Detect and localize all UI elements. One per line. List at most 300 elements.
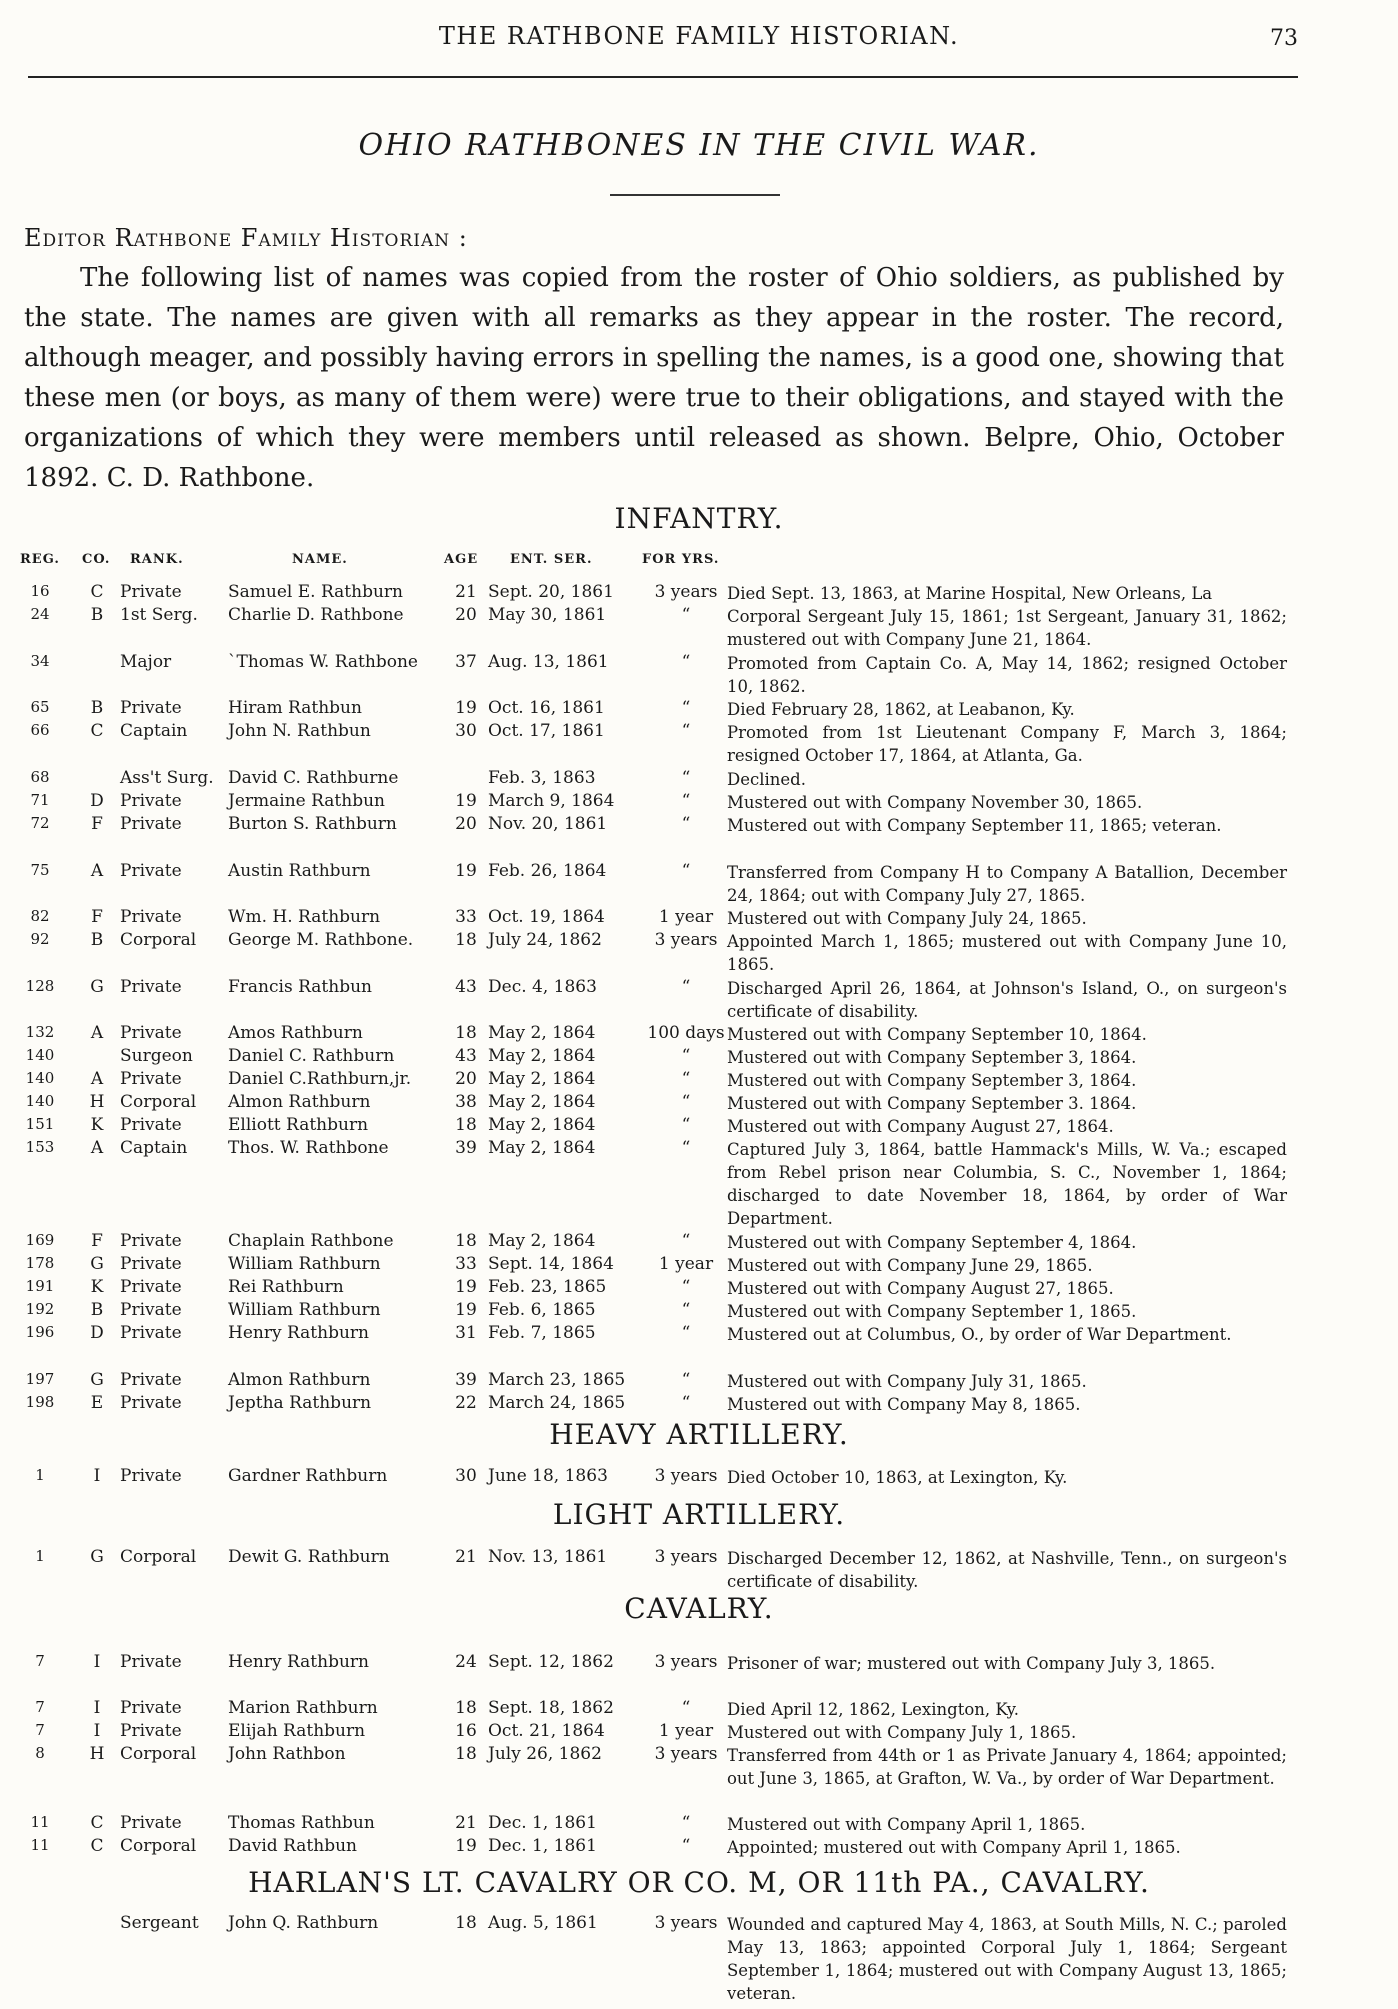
cell-name: Jermaine Rathbun bbox=[228, 791, 385, 811]
cell-name: Charlie D. Rathbone bbox=[228, 605, 404, 625]
cell-rank: Captain bbox=[120, 1138, 188, 1158]
cell-remarks: Mustered out with Company September 11, 1865; veteran. bbox=[727, 816, 1222, 835]
cell-rank: Private bbox=[120, 791, 182, 811]
cell-age: 18 bbox=[455, 1744, 477, 1764]
table-row bbox=[0, 721, 1398, 765]
cell-ent: May 2, 1864 bbox=[488, 1069, 596, 1089]
cell-ent: Aug. 13, 1861 bbox=[488, 652, 609, 672]
cell-remarks: Mustered out with Company September 3. 1864. bbox=[727, 1094, 1137, 1113]
cell-reg: 197 bbox=[25, 1370, 55, 1388]
cell-rank: Private bbox=[120, 1721, 182, 1741]
cell-name: Marion Rathburn bbox=[228, 1698, 378, 1718]
table-row bbox=[0, 1721, 1398, 1744]
cell-age: 21 bbox=[455, 1547, 477, 1567]
cell-ent: May 2, 1864 bbox=[488, 1023, 596, 1043]
cell-rank: Private bbox=[120, 582, 182, 602]
title-rule bbox=[610, 194, 780, 196]
cell-name: Thos. W. Rathbone bbox=[228, 1138, 389, 1158]
cell-age: 19 bbox=[455, 1300, 477, 1320]
cell-yrs: “ bbox=[681, 1323, 691, 1343]
cell-ent: Sept. 20, 1861 bbox=[488, 582, 614, 602]
cell-ent: Aug. 5, 1861 bbox=[488, 1913, 598, 1933]
cell-ent: Oct. 21, 1864 bbox=[488, 1721, 605, 1741]
cell-yrs: 1 year bbox=[658, 907, 714, 927]
cell-age: 30 bbox=[455, 1466, 477, 1486]
cell-co: I bbox=[93, 1466, 101, 1486]
cell-reg: 198 bbox=[25, 1393, 55, 1411]
cell-remarks: Captured July 3, 1864, battle Hammack's Mills, W. Va.; escaped from Rebel prison near Columbia, S. C., November 1, 1864; discharged to date November 18, 1864, by order of War Department. bbox=[727, 1140, 1287, 1228]
section-heading: CAVALRY. bbox=[624, 1592, 774, 1625]
cell-remarks: Died Sept. 13, 1863, at Marine Hospital, New Orleans, La bbox=[727, 584, 1213, 603]
cell-ent: May 2, 1864 bbox=[488, 1092, 596, 1112]
cell-rank: Corporal bbox=[120, 1547, 197, 1567]
cell-reg: 8 bbox=[35, 1744, 45, 1762]
intro-paragraph: The following list of names was copied from the roster of Ohio soldiers, as published by the state. The names are given with all remarks as they appear in the roster. The record, although meager, and possibly having errors in spelling the names, is a good one, showing that these men (or boys, as many of them were) were true to their obligations, and stayed with the organizations of which they were members until released as shown. Belpre, Ohio, October 1892. C. D. Rathbone. bbox=[24, 263, 1284, 493]
column-header-age: AGE bbox=[444, 552, 479, 567]
cell-rank: Private bbox=[120, 1277, 182, 1297]
cell-remarks: Mustered out with Company August 27, 1864. bbox=[727, 1117, 1114, 1136]
column-header-rank: RANK. bbox=[130, 552, 184, 567]
cell-co: D bbox=[90, 791, 104, 811]
cell-ent: Feb. 6, 1865 bbox=[488, 1300, 596, 1320]
cell-yrs: 3 years bbox=[654, 1547, 718, 1567]
cell-co: K bbox=[90, 1277, 104, 1297]
cell-age: 19 bbox=[455, 861, 477, 881]
table-row bbox=[0, 907, 1398, 930]
cell-ent: Oct. 16, 1861 bbox=[488, 698, 605, 718]
cell-rank: Private bbox=[120, 1300, 182, 1320]
cell-rank: Private bbox=[120, 1370, 182, 1390]
cell-ent: Dec. 1, 1861 bbox=[488, 1836, 597, 1856]
section-heading: INFANTRY. bbox=[614, 502, 784, 535]
cell-rank: Private bbox=[120, 1231, 182, 1251]
cell-remarks: Prisoner of war; mustered out with Company July 3, 1865. bbox=[727, 1654, 1216, 1673]
cell-age: 21 bbox=[455, 1813, 477, 1833]
cell-co: I bbox=[93, 1721, 101, 1741]
cell-co: E bbox=[90, 1393, 104, 1413]
cell-name: Hiram Rathbun bbox=[228, 698, 362, 718]
cell-ent: June 18, 1863 bbox=[488, 1466, 608, 1486]
cell-remarks: Mustered out with Company July 24, 1865. bbox=[727, 909, 1087, 928]
table-row bbox=[0, 1466, 1398, 1489]
cell-ent: May 2, 1864 bbox=[488, 1231, 596, 1251]
cell-remarks: Mustered out with Company September 3, 1864. bbox=[727, 1048, 1137, 1067]
cell-reg: 140 bbox=[25, 1092, 55, 1110]
cell-age: 22 bbox=[455, 1393, 477, 1413]
cell-ent: Feb. 23, 1865 bbox=[488, 1277, 607, 1297]
cell-yrs: 3 years bbox=[654, 582, 718, 602]
cell-reg: 7 bbox=[35, 1652, 45, 1670]
cell-rank: Ass't Surg. bbox=[120, 768, 214, 788]
cell-co: G bbox=[90, 977, 104, 997]
cell-rank: Private bbox=[120, 1115, 182, 1135]
cell-reg: 192 bbox=[25, 1300, 55, 1318]
table-row bbox=[0, 1023, 1398, 1046]
column-header-co: CO. bbox=[82, 552, 111, 567]
cell-name: Wm. H. Rathburn bbox=[228, 907, 381, 927]
table-row bbox=[0, 1046, 1398, 1069]
cell-ent: May 2, 1864 bbox=[488, 1138, 596, 1158]
cell-ent: Sept. 14, 1864 bbox=[488, 1254, 614, 1274]
cell-remarks: Mustered out with Company July 1, 1865. bbox=[727, 1723, 1077, 1742]
cell-rank: Private bbox=[120, 1466, 182, 1486]
cell-remarks: Died April 12, 1862, Lexington, Ky. bbox=[727, 1700, 1020, 1719]
cell-remarks: Declined. bbox=[727, 770, 806, 789]
cell-remarks: Mustered out with Company September 3, 1864. bbox=[727, 1071, 1137, 1090]
table-row bbox=[0, 814, 1398, 837]
cell-ent: March 9, 1864 bbox=[488, 791, 615, 811]
cell-ent: Oct. 17, 1861 bbox=[488, 721, 605, 741]
cell-age: 18 bbox=[455, 1913, 477, 1933]
cell-reg: 11 bbox=[30, 1813, 50, 1831]
table-row bbox=[0, 1698, 1398, 1721]
cell-yrs: 1 year bbox=[658, 1721, 714, 1741]
cell-rank: Corporal bbox=[120, 1092, 197, 1112]
cell-age: 24 bbox=[455, 1652, 477, 1672]
cell-reg: 34 bbox=[30, 652, 50, 670]
cell-name: Henry Rathburn bbox=[228, 1652, 369, 1672]
cell-rank: Captain bbox=[120, 721, 188, 741]
cell-rank: Private bbox=[120, 907, 182, 927]
cell-remarks: Died February 28, 1862, at Leabanon, Ky. bbox=[727, 700, 1075, 719]
table-row bbox=[0, 1138, 1398, 1228]
cell-name: William Rathburn bbox=[228, 1254, 381, 1274]
cell-rank: Corporal bbox=[120, 1836, 197, 1856]
cell-co: K bbox=[90, 1115, 104, 1135]
table-row bbox=[0, 1744, 1398, 1788]
cell-age: 31 bbox=[455, 1323, 477, 1343]
cell-co: G bbox=[90, 1370, 104, 1390]
cell-name: Daniel C.Rathburn,jr. bbox=[228, 1069, 412, 1089]
table-row bbox=[0, 1277, 1398, 1300]
table-row bbox=[0, 1323, 1398, 1346]
cell-co: F bbox=[91, 907, 103, 927]
cell-yrs: 100 days bbox=[647, 1023, 725, 1043]
cell-co: F bbox=[91, 1231, 103, 1251]
cell-co: B bbox=[90, 698, 104, 718]
cell-name: Elijah Rathburn bbox=[228, 1721, 366, 1741]
cell-reg: 128 bbox=[25, 977, 55, 995]
cell-ent: March 23, 1865 bbox=[488, 1370, 626, 1390]
cell-name: Chaplain Rathbone bbox=[228, 1231, 394, 1251]
cell-age: 30 bbox=[455, 721, 477, 741]
table-row bbox=[0, 977, 1398, 1021]
table-row bbox=[0, 791, 1398, 814]
cell-ent: Dec. 1, 1861 bbox=[488, 1813, 597, 1833]
table-row bbox=[0, 1370, 1398, 1393]
salutation: Editor Rathbone Family Historian : bbox=[24, 224, 468, 252]
cell-yrs: “ bbox=[681, 1092, 691, 1112]
cell-co: B bbox=[90, 930, 104, 950]
cell-reg: 24 bbox=[30, 605, 50, 623]
cell-reg: 11 bbox=[30, 1836, 50, 1854]
cell-yrs: 3 years bbox=[654, 1913, 718, 1933]
cell-reg: 132 bbox=[25, 1023, 55, 1041]
cell-co: A bbox=[90, 861, 104, 881]
cell-yrs: “ bbox=[681, 1231, 691, 1251]
cell-rank: Private bbox=[120, 1698, 182, 1718]
cell-age: 33 bbox=[455, 907, 477, 927]
header-rule bbox=[28, 76, 1298, 78]
cell-reg: 178 bbox=[25, 1254, 55, 1272]
cell-remarks: Mustered out at Columbus, O., by order of War Department. bbox=[727, 1325, 1232, 1344]
table-row bbox=[0, 768, 1398, 791]
cell-name: Jeptha Rathburn bbox=[228, 1393, 372, 1413]
cell-age: 18 bbox=[455, 1115, 477, 1135]
cell-remarks: Mustered out with Company September 10, 1864. bbox=[727, 1025, 1147, 1044]
cell-ent: May 30, 1861 bbox=[488, 605, 607, 625]
cell-yrs: “ bbox=[681, 1300, 691, 1320]
table-row bbox=[0, 1393, 1398, 1416]
cell-co: C bbox=[90, 1813, 104, 1833]
cell-rank: 1st Serg. bbox=[120, 605, 198, 625]
table-row bbox=[0, 582, 1398, 605]
cell-name: Gardner Rathburn bbox=[228, 1466, 388, 1486]
table-row bbox=[0, 1547, 1398, 1591]
column-header-ent: ENT. SER. bbox=[510, 552, 593, 567]
cell-rank: Corporal bbox=[120, 930, 197, 950]
cell-co: A bbox=[90, 1069, 104, 1089]
table-row bbox=[0, 698, 1398, 721]
table-row bbox=[0, 1813, 1398, 1836]
cell-name: John N. Rathbun bbox=[228, 721, 371, 741]
cell-rank: Private bbox=[120, 1652, 182, 1672]
table-row bbox=[0, 1231, 1398, 1254]
cell-name: John Q. Rathburn bbox=[228, 1913, 379, 1933]
cell-yrs: 3 years bbox=[654, 1652, 718, 1672]
cell-age: 20 bbox=[455, 1069, 477, 1089]
cell-name: Daniel C. Rathburn bbox=[228, 1046, 395, 1066]
page-number: 73 bbox=[1270, 26, 1298, 51]
cell-reg: 75 bbox=[30, 861, 50, 879]
cell-remarks: Transferred from 44th or 1 as Private January 4, 1864; appointed; out June 3, 1865, at Grafton, W. Va., by order of War Department. bbox=[727, 1746, 1287, 1788]
table-row bbox=[0, 1913, 1398, 2003]
cell-reg: 140 bbox=[25, 1046, 55, 1064]
cell-reg: 151 bbox=[25, 1115, 55, 1133]
cell-reg: 16 bbox=[30, 582, 50, 600]
cell-remarks: Died October 10, 1863, at Lexington, Ky. bbox=[727, 1468, 1068, 1487]
section-heading: HARLAN'S LT. CAVALRY OR CO. M, OR 11th PA., CAVALRY. bbox=[248, 1866, 1150, 1899]
cell-remarks: Corporal Sergeant July 15, 1861; 1st Sergeant, January 31, 1862; mustered out with Company June 21, 1864. bbox=[727, 607, 1287, 649]
cell-age: 19 bbox=[455, 1836, 477, 1856]
cell-yrs: 3 years bbox=[654, 1744, 718, 1764]
cell-rank: Private bbox=[120, 814, 182, 834]
cell-reg: 153 bbox=[25, 1138, 55, 1156]
cell-yrs: “ bbox=[681, 1115, 691, 1135]
cell-rank: Corporal bbox=[120, 1744, 197, 1764]
cell-co: I bbox=[93, 1652, 101, 1672]
cell-rank: Private bbox=[120, 1323, 182, 1343]
cell-ent: Feb. 7, 1865 bbox=[488, 1323, 596, 1343]
cell-remarks: Promoted from Captain Co. A, May 14, 1862; resigned October 10, 1862. bbox=[727, 654, 1287, 696]
cell-ent: Nov. 20, 1861 bbox=[488, 814, 608, 834]
cell-rank: Private bbox=[120, 698, 182, 718]
cell-rank: Private bbox=[120, 1813, 182, 1833]
cell-remarks: Wounded and captured May 4, 1863, at South Mills, N. C.; paroled May 13, 1863; appointed Corporal July 1, 1864; Sergeant September 1, 1864; mustered out with Company August 13, 1865; veteran. bbox=[727, 1915, 1287, 2003]
cell-name: William Rathburn bbox=[228, 1300, 381, 1320]
cell-reg: 68 bbox=[30, 768, 50, 786]
cell-ent: Nov. 13, 1861 bbox=[488, 1547, 608, 1567]
cell-remarks: Discharged April 26, 1864, at Johnson's Island, O., on surgeon's certificate of disability. bbox=[727, 979, 1287, 1021]
cell-reg: 82 bbox=[30, 907, 50, 925]
cell-name: George M. Rathbone. bbox=[228, 930, 414, 950]
cell-age: 39 bbox=[455, 1138, 477, 1158]
cell-name: Austin Rathburn bbox=[228, 861, 371, 881]
table-row bbox=[0, 1652, 1398, 1675]
cell-reg: 1 bbox=[35, 1547, 45, 1565]
cell-reg: 71 bbox=[30, 791, 50, 809]
table-row bbox=[0, 1069, 1398, 1092]
cell-ent: July 26, 1862 bbox=[488, 1744, 602, 1764]
cell-co: B bbox=[90, 1300, 104, 1320]
cell-co: C bbox=[90, 582, 104, 602]
cell-name: Rei Rathburn bbox=[228, 1277, 344, 1297]
cell-name: Amos Rathburn bbox=[228, 1023, 363, 1043]
cell-reg: 191 bbox=[25, 1277, 55, 1295]
cell-yrs: “ bbox=[681, 1046, 691, 1066]
cell-rank: Private bbox=[120, 1254, 182, 1274]
table-row bbox=[0, 861, 1398, 905]
cell-reg: 1 bbox=[35, 1466, 45, 1484]
column-header-reg: REG. bbox=[20, 552, 60, 567]
cell-co: G bbox=[90, 1547, 104, 1567]
cell-yrs: “ bbox=[681, 791, 691, 811]
cell-remarks: Mustered out with Company September 4, 1864. bbox=[727, 1233, 1137, 1252]
cell-rank: Private bbox=[120, 1023, 182, 1043]
table-row bbox=[0, 1115, 1398, 1138]
cell-rank: Private bbox=[120, 1069, 182, 1089]
cell-ent: Feb. 26, 1864 bbox=[488, 861, 607, 881]
cell-remarks: Mustered out with Company April 1, 1865. bbox=[727, 1815, 1086, 1834]
cell-ent: May 2, 1864 bbox=[488, 1115, 596, 1135]
cell-age: 20 bbox=[455, 814, 477, 834]
cell-co: B bbox=[90, 605, 104, 625]
cell-remarks: Mustered out with Company May 8, 1865. bbox=[727, 1395, 1081, 1414]
cell-name: Francis Rathbun bbox=[228, 977, 372, 997]
cell-co: I bbox=[93, 1698, 101, 1718]
cell-yrs: 3 years bbox=[654, 1466, 718, 1486]
cell-remarks: Mustered out with Company July 31, 1865. bbox=[727, 1372, 1087, 1391]
cell-yrs: “ bbox=[681, 698, 691, 718]
cell-yrs: “ bbox=[681, 1393, 691, 1413]
cell-co: H bbox=[89, 1744, 105, 1764]
cell-co: D bbox=[90, 1323, 104, 1343]
cell-name: Almon Rathburn bbox=[228, 1370, 371, 1390]
cell-rank: Surgeon bbox=[120, 1046, 193, 1066]
cell-yrs: “ bbox=[681, 768, 691, 788]
column-header-name: NAME. bbox=[292, 552, 348, 567]
cell-remarks: Mustered out with Company June 29, 1865. bbox=[727, 1256, 1093, 1275]
cell-yrs: “ bbox=[681, 1836, 691, 1856]
cell-co: C bbox=[90, 1836, 104, 1856]
section-heading: LIGHT ARTILLERY. bbox=[552, 1498, 846, 1531]
cell-yrs: “ bbox=[681, 652, 691, 672]
cell-co: C bbox=[90, 721, 104, 741]
cell-rank: Private bbox=[120, 1393, 182, 1413]
cell-yrs: “ bbox=[681, 861, 691, 881]
cell-yrs: “ bbox=[681, 1277, 691, 1297]
cell-rank: Private bbox=[120, 977, 182, 997]
article-title: OHIO RATHBONES IN THE CIVIL WAR. bbox=[358, 128, 1040, 163]
cell-co: G bbox=[90, 1254, 104, 1274]
cell-age: 16 bbox=[455, 1721, 477, 1741]
cell-name: Thomas Rathbun bbox=[228, 1813, 375, 1833]
cell-reg: 72 bbox=[30, 814, 50, 832]
cell-reg: 140 bbox=[25, 1069, 55, 1087]
cell-name: Almon Rathburn bbox=[228, 1092, 371, 1112]
table-row bbox=[0, 1300, 1398, 1323]
cell-age: 19 bbox=[455, 1277, 477, 1297]
cell-name: David C. Rathburne bbox=[228, 768, 399, 788]
cell-age: 33 bbox=[455, 1254, 477, 1274]
cell-ent: May 2, 1864 bbox=[488, 1046, 596, 1066]
cell-name: `Thomas W. Rathbone bbox=[228, 652, 418, 672]
cell-name: Elliott Rathburn bbox=[228, 1115, 369, 1135]
section-heading: HEAVY ARTILLERY. bbox=[549, 1418, 849, 1451]
cell-name: Samuel E. Rathburn bbox=[228, 582, 403, 602]
cell-yrs: “ bbox=[681, 1370, 691, 1390]
cell-co: H bbox=[89, 1092, 105, 1112]
cell-age: 19 bbox=[455, 791, 477, 811]
cell-ent: July 24, 1862 bbox=[488, 930, 602, 950]
cell-yrs: “ bbox=[681, 1138, 691, 1158]
cell-remarks: Appointed; mustered out with Company April 1, 1865. bbox=[727, 1838, 1181, 1857]
cell-co: A bbox=[90, 1023, 104, 1043]
cell-rank: Sergeant bbox=[120, 1913, 199, 1933]
cell-yrs: 3 years bbox=[654, 930, 718, 950]
cell-reg: 7 bbox=[35, 1721, 45, 1739]
cell-co: F bbox=[91, 814, 103, 834]
cell-rank: Private bbox=[120, 861, 182, 881]
cell-yrs: “ bbox=[681, 977, 691, 997]
cell-age: 19 bbox=[455, 698, 477, 718]
table-row bbox=[0, 930, 1398, 974]
cell-remarks: Mustered out with Company August 27, 1865. bbox=[727, 1279, 1114, 1298]
cell-reg: 196 bbox=[25, 1323, 55, 1341]
cell-reg: 92 bbox=[30, 930, 50, 948]
cell-age: 21 bbox=[455, 582, 477, 602]
cell-age: 38 bbox=[455, 1092, 477, 1112]
cell-ent: March 24, 1865 bbox=[488, 1393, 626, 1413]
cell-yrs: “ bbox=[681, 814, 691, 834]
cell-name: Dewit G. Rathburn bbox=[228, 1547, 390, 1567]
cell-remarks: Mustered out with Company November 30, 1865. bbox=[727, 793, 1143, 812]
cell-ent: Oct. 19, 1864 bbox=[488, 907, 605, 927]
cell-age: 39 bbox=[455, 1370, 477, 1390]
cell-age: 18 bbox=[455, 1698, 477, 1718]
cell-reg: 7 bbox=[35, 1698, 45, 1716]
cell-yrs: “ bbox=[681, 721, 691, 741]
cell-yrs: “ bbox=[681, 1698, 691, 1718]
table-row bbox=[0, 1092, 1398, 1115]
cell-ent: Feb. 3, 1863 bbox=[488, 768, 596, 788]
table-row bbox=[0, 1836, 1398, 1859]
table-row bbox=[0, 1254, 1398, 1277]
cell-name: Burton S. Rathburn bbox=[228, 814, 397, 834]
cell-yrs: 1 year bbox=[658, 1254, 714, 1274]
cell-age: 18 bbox=[455, 930, 477, 950]
cell-age: 43 bbox=[455, 1046, 477, 1066]
cell-reg: 65 bbox=[30, 698, 50, 716]
cell-age: 37 bbox=[455, 652, 477, 672]
column-header-yrs: FOR YRS. bbox=[642, 552, 720, 567]
cell-ent: Sept. 12, 1862 bbox=[488, 1652, 614, 1672]
cell-yrs: “ bbox=[681, 1069, 691, 1089]
running-head: THE RATHBONE FAMILY HISTORIAN. bbox=[438, 22, 960, 50]
cell-age: 20 bbox=[455, 605, 477, 625]
cell-name: Henry Rathburn bbox=[228, 1323, 369, 1343]
cell-ent: Sept. 18, 1862 bbox=[488, 1698, 614, 1718]
